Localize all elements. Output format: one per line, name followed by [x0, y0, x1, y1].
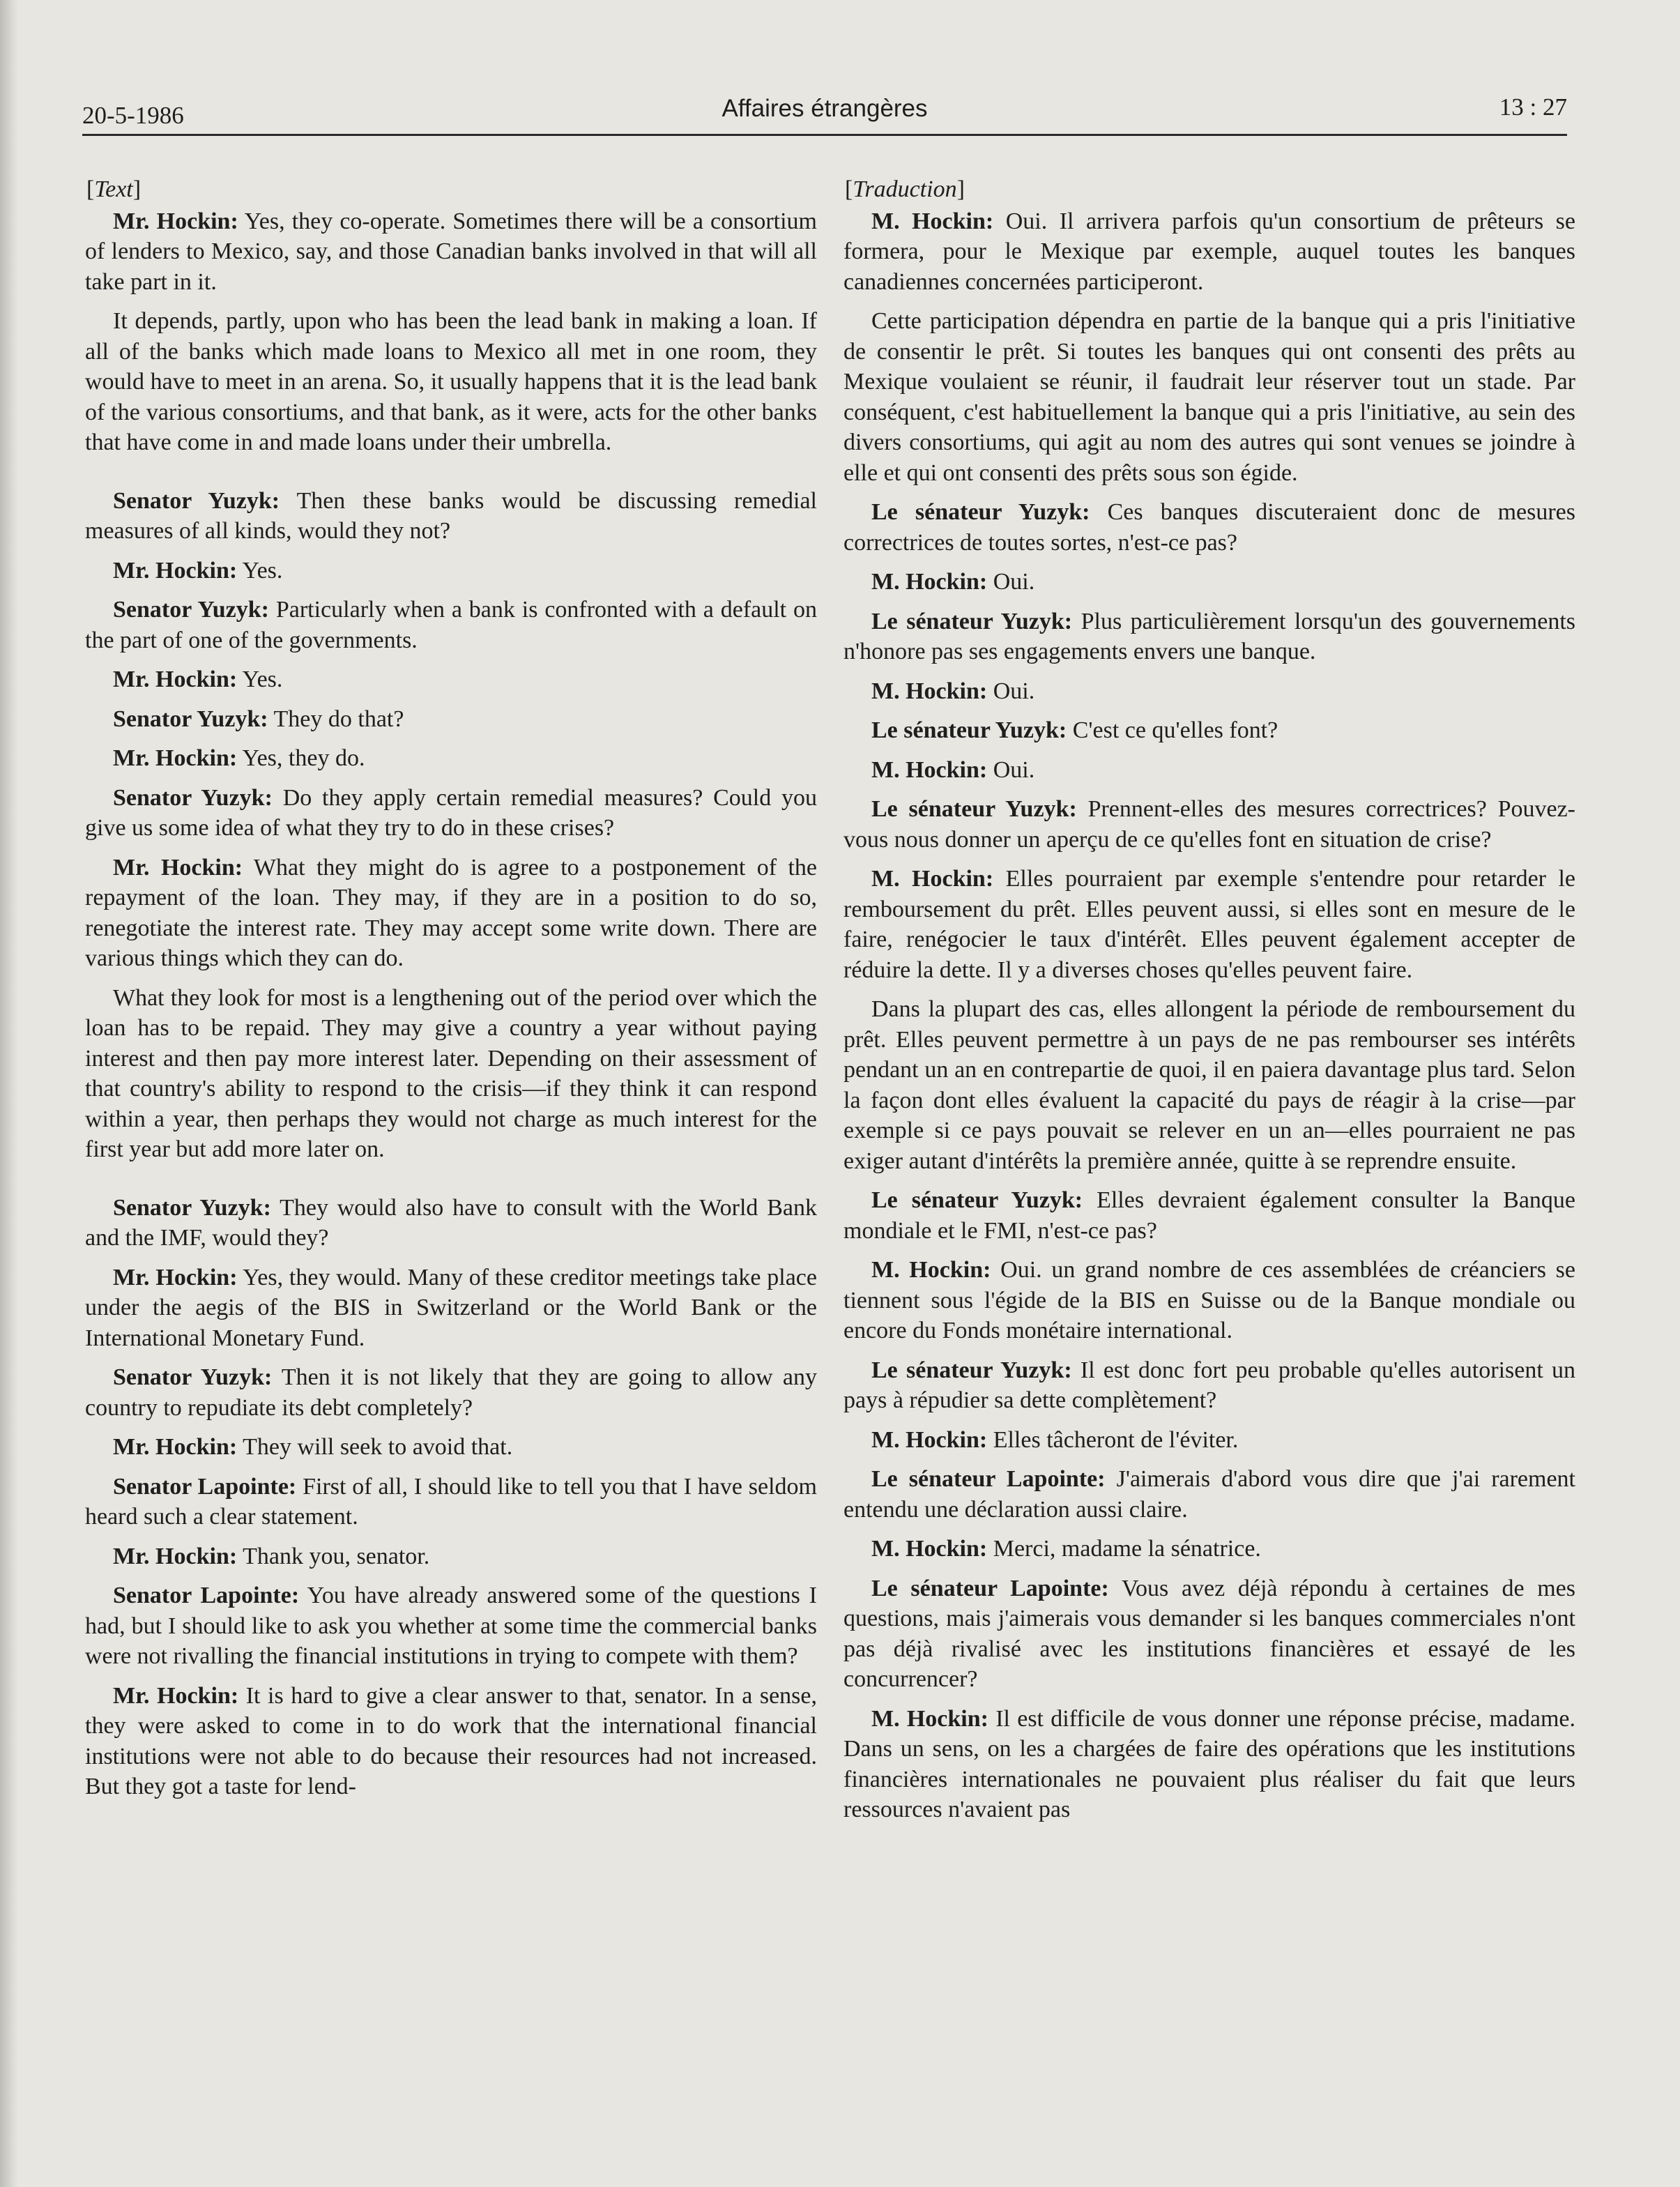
speaker: Mr. Hockin:: [113, 208, 238, 234]
paragraph: [843, 994, 1575, 1176]
speech-text: Vous avez déjà répondu à certaines de mes questions, mais j'aimerais vous demander si les banques commerciales n'ont pas déjà rivalisé avec les institutions financières et essayé de les concurrencer?: [843, 1575, 1575, 1692]
speaker: Le sénateur Lapointe:: [871, 1466, 1106, 1492]
paragraph: [843, 206, 1575, 298]
paragraph: [843, 1464, 1575, 1525]
speaker: Senator Lapointe:: [113, 1473, 297, 1500]
paragraph: [843, 794, 1575, 855]
speech-text: Yes, they do.: [242, 745, 365, 771]
paragraph: [843, 755, 1575, 786]
speaker: M. Hockin:: [871, 866, 994, 892]
paragraph: [85, 1472, 817, 1532]
speech-text: Yes, they co-operate. Sometimes there will be a consortium of lenders to Mexico, say, and those Canadian banks involved in that will all take part in it.: [85, 208, 817, 295]
speech-text: Particularly when a bank is confronted with a default on the part of one of the governments.: [85, 597, 817, 653]
speaker: Le sénateur Yuzyk:: [871, 1357, 1072, 1383]
speech-text: C'est ce qu'elles font?: [1072, 717, 1278, 743]
paragraph: [85, 1193, 817, 1253]
paragraph: [843, 1425, 1575, 1456]
speaker: Mr. Hockin:: [113, 1434, 238, 1460]
speech-text: It depends, partly, upon who has been the lead bank in making a loan. If all of the banks which made loans to Mexico all met in one room, they would have to meet in an arena. So, it usually happens that it is the lead bank of the various consortiums, and that bank, as it were, acts for the other banks that have come in and made loans under their umbrella.: [85, 308, 817, 455]
speaker: Mr. Hockin:: [113, 1682, 239, 1709]
paragraph: [85, 1362, 817, 1423]
paragraph: [85, 1541, 817, 1572]
paragraph: [843, 306, 1575, 488]
paragraph: [843, 497, 1575, 558]
speaker: M. Hockin:: [871, 569, 988, 595]
speaker: Le sénateur Yuzyk:: [871, 608, 1073, 634]
speaker: M. Hockin:: [871, 678, 988, 704]
speaker: Mr. Hockin:: [113, 1543, 238, 1569]
paragraph: [85, 206, 817, 298]
speaker: Senator Yuzyk:: [113, 597, 269, 623]
speaker: Mr. Hockin:: [113, 557, 238, 584]
speech-text: Il est donc fort peu probable qu'elles autorisent un pays à répudier sa dette complètement?: [843, 1357, 1576, 1413]
speech-text: Yes.: [242, 666, 283, 692]
speech-text: What they might do is agree to a postponement of the repayment of the loan. They may, if they are in a position to do so, renegotiate the interest rate. They may accept some write down. There are various things which they can do.: [85, 854, 818, 971]
paragraph: [85, 1580, 817, 1672]
paragraph: [85, 1681, 817, 1802]
speech-text: Oui.: [993, 569, 1035, 595]
french-column: [843, 174, 1575, 1834]
paragraph: [85, 1263, 817, 1354]
speech-text: First of all, I should like to tell you that I have seldom heard such a clear statement.: [85, 1473, 817, 1530]
speech-text: Oui.: [993, 678, 1035, 704]
speaker: M. Hockin:: [871, 208, 994, 234]
speech-text: Elles pourraient par exemple s'entendre pour retarder le remboursement du prêt. Elles peuvent aussi, si elles sont en mesure de le faire, renégocier le taux d'intérêt. Elles peuvent également accepter de réduire la dette. Il y a diverses choses qu'elles peuvent faire.: [843, 866, 1575, 983]
paragraph: [85, 1432, 817, 1463]
paragraph: [843, 1534, 1575, 1564]
speaker: Senator Yuzyk:: [113, 1364, 273, 1390]
speaker: M. Hockin:: [871, 756, 988, 783]
speech-text: They will seek to avoid that.: [243, 1434, 513, 1460]
paragraph: [85, 306, 817, 458]
speech-text: Oui.: [993, 756, 1035, 783]
column-label-traduction: [Traduction]: [845, 176, 965, 202]
paragraph: [85, 853, 817, 974]
paragraph: [843, 1185, 1575, 1246]
speaker: Senator Yuzyk:: [113, 1194, 271, 1221]
header-date: 20-5-1986: [82, 102, 184, 129]
speech-text: Dans la plupart des cas, elles allongent la période de remboursement du prêt. Elles peuvent permettre à un pays de ne pas rembourser ses intérêts pendant un an en contrepartie de quoi, il en paiera davantage plus tard. Selon la façon dont elles évaluent la capacité du pays de réagir à la crise—par exemple si ce pays pouvait se relever en un an—elles pourraient ne pas exiger autant d'intérêts la première année, quitte à se reprendre ensuite.: [843, 996, 1575, 1174]
running-head: [82, 89, 1567, 136]
speech-text: Merci, madame la sénatrice.: [993, 1536, 1261, 1562]
speech-text: Prennent-elles des mesures correctrices? Pouvez-vous nous donner un aperçu de ce qu'elles font en situation de crise?: [843, 796, 1576, 853]
speaker: M. Hockin:: [871, 1257, 991, 1283]
paragraph: [843, 1573, 1575, 1695]
speech-text: Yes.: [242, 557, 283, 584]
paragraph: [843, 715, 1575, 746]
speaker: Senator Yuzyk:: [113, 784, 273, 811]
paragraph: [85, 704, 817, 735]
speech-text: What they look for most is a lengthening out of the period over which the loan has to be repaid. They may give a country a year without paying interest and then pay more interest later. Depending on their assessment of that country's ability to respond to the crisis—if they think it can respond within a year, then perhaps they would not charge as much interest for the first year but add more later on.: [85, 984, 817, 1162]
speaker: Le sénateur Yuzyk:: [871, 499, 1090, 525]
speaker: Senator Yuzyk:: [113, 706, 268, 732]
paragraph: [85, 983, 817, 1165]
speech-text: Then it is not likely that they are going to allow any country to repudiate its debt completely?: [85, 1364, 817, 1421]
column-label-text: [Text]: [86, 176, 142, 202]
paragraph: [843, 607, 1575, 667]
paragraph: [843, 864, 1575, 985]
paragraph: [843, 1704, 1575, 1825]
speech-text: J'aimerais d'abord vous dire que j'ai rarement entendu une déclaration aussi claire.: [843, 1466, 1576, 1523]
paragraph: [843, 676, 1575, 707]
speaker: Mr. Hockin:: [113, 666, 238, 692]
speaker: Le sénateur Yuzyk:: [871, 796, 1077, 822]
speaker: M. Hockin:: [871, 1426, 988, 1453]
paragraph: [85, 664, 817, 695]
speech-text: Do they apply certain remedial measures? Could you give us some idea of what they try to do in these crises?: [85, 784, 817, 841]
paragraph: [85, 556, 817, 586]
paragraph: [85, 595, 817, 655]
speaker: Mr. Hockin:: [113, 745, 238, 771]
speaker: Senator Yuzyk:: [113, 487, 280, 514]
header-page-number: 13 : 27: [1499, 93, 1567, 121]
paragraph: [85, 783, 817, 844]
paragraph: [85, 486, 817, 547]
speech-text: It is hard to give a clear answer to that, senator. In a sense, they were asked to come in to do work that the international financial institutions were not able to do because their resources had not increased. But they got a taste for lend-: [85, 1682, 818, 1799]
paragraph: [843, 1255, 1575, 1346]
scan-shadow-edge: [0, 0, 18, 2187]
speech-text: Cette participation dépendra en partie de la banque qui a pris l'initiative de consentir le prêt. Si toutes les banques qui ont consenti des prêts au Mexique voulaient se réunir, il faudrait leur réserver tout un stade. Par conséquent, c'est habituellement la banque qui a pris l'initiative, au sein des divers consortiums, qui agit au nom des autres qui sont venues se joindre à elle et qui ont consenti des prêts sous son égide.: [843, 308, 1575, 486]
speech-text: Ces banques discuteraient donc de mesures correctrices de toutes sortes, n'est-ce pas?: [843, 499, 1576, 556]
speech-text: Elles tâcheront de l'éviter.: [993, 1426, 1239, 1453]
speaker: M. Hockin:: [871, 1705, 988, 1732]
speaker: Senator Lapointe:: [113, 1583, 300, 1608]
paragraph: [843, 567, 1575, 597]
speaker: Mr. Hockin:: [113, 854, 243, 881]
paragraph: [843, 1355, 1575, 1416]
speech-text: They do that?: [273, 706, 404, 732]
speaker: Le sénateur Lapointe:: [871, 1575, 1109, 1601]
paragraph: [85, 743, 817, 774]
speech-text: Plus particulièrement lorsqu'un des gouvernements n'honore pas ses engagements envers une banque.: [843, 608, 1576, 664]
speech-text: Then these banks would be discussing remedial measures of all kinds, would they not?: [85, 487, 817, 544]
speech-text: Oui. Il arrivera parfois qu'un consortium de prêteurs se formera, pour le Mexique par exemple, auquel toutes les banques canadiennes concernées participeront.: [843, 208, 1575, 295]
speech-text: They would also have to consult with the World Bank and the IMF, would they?: [85, 1194, 817, 1251]
speech-text: Thank you, senator.: [243, 1543, 430, 1569]
speech-text: Oui. un grand nombre de ces assemblées de créanciers se tiennent sous l'égide de la BIS en Suisse ou de la Banque mondiale ou encore du Fonds monétaire international.: [843, 1257, 1576, 1343]
speaker: Le sénateur Yuzyk:: [871, 1187, 1083, 1213]
speaker: Le sénateur Yuzyk:: [871, 717, 1067, 743]
speech-text: Elles devraient également consulter la Banque mondiale et le FMI, n'est-ce pas?: [843, 1187, 1576, 1244]
speaker: M. Hockin:: [871, 1536, 988, 1562]
header-title: Affaires étrangères: [721, 95, 928, 122]
english-column: [85, 174, 817, 1811]
speaker: Mr. Hockin:: [113, 1264, 238, 1290]
speech-text: Yes, they would. Many of these creditor meetings take place under the aegis of the BIS in Switzerland or the World Bank or the International Monetary Fund.: [85, 1264, 817, 1351]
speech-text: Il est difficile de vous donner une réponse précise, madame. Dans un sens, on les a chargées de faire des opérations que les institutions financières internationales ne pouvaient plus réaliser du fait que leurs ressources n'avaient pas: [843, 1705, 1575, 1822]
speech-text: You have already answered some of the questions I had, but I should like to ask you whether at some time the commercial banks were not rivalling the financial institutions in trying to compete with them?: [85, 1583, 817, 1669]
